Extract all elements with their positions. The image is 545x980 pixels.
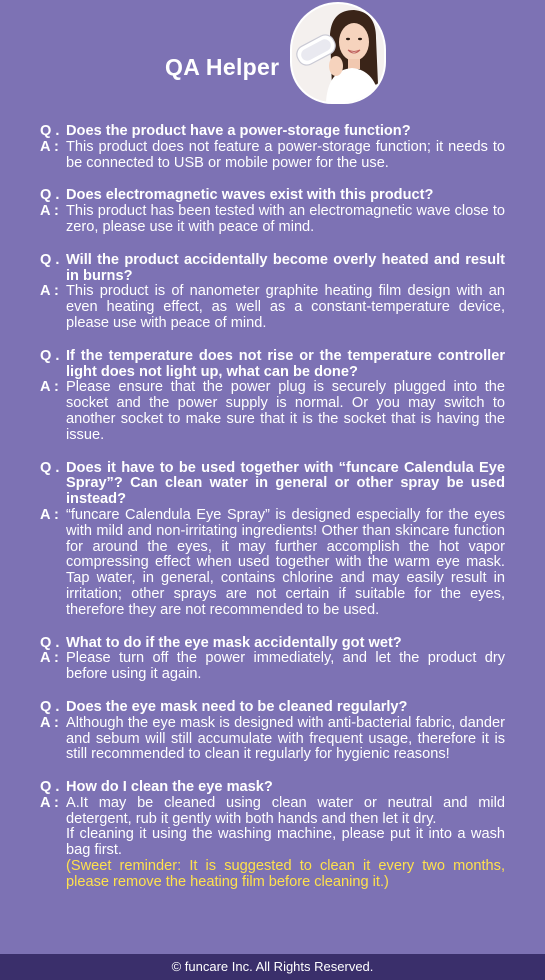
answer-line: Please turn off the power immediately, and let the product dry before using it again. <box>66 650 505 683</box>
answer-marker: A : <box>40 379 59 396</box>
answer-line: Although the eye mask is designed with anti-bacterial fabric, dander and sebum will still accumulate with frequent usage, therefore it is still recommended to clean it regularly for hygienic reasons! <box>66 714 505 763</box>
answer-text <box>66 284 505 331</box>
question-text: Will the product accidentally become overly heated and result in burns? <box>66 251 505 284</box>
answer-text <box>66 716 505 763</box>
answer-marker: A : <box>40 283 59 300</box>
question-text: If the temperature does not rise or the temperature controller light does not light up, what can be done? <box>66 347 505 380</box>
answer-line: This product does not feature a power-storage function; it needs to be connected to USB or mobile power for the use. <box>66 138 505 171</box>
qa-list <box>40 124 505 908</box>
qa-item <box>40 349 505 444</box>
answer-marker: A : <box>40 794 59 811</box>
qa-item <box>40 253 505 332</box>
question-text: What to do if the eye mask accidentally got wet? <box>66 634 402 651</box>
answer-marker: A : <box>40 714 59 731</box>
question-marker: Q . <box>40 634 60 651</box>
qa-item <box>40 124 505 171</box>
qa-item <box>40 188 505 235</box>
answer-text <box>66 508 505 619</box>
page-title: QA Helper <box>165 54 280 80</box>
qa-item <box>40 636 505 683</box>
woman-with-eye-mask-illustration <box>292 4 384 102</box>
question-marker: Q . <box>40 779 60 796</box>
header <box>0 0 545 110</box>
answer-line: If cleaning it using the washing machine, please put it into a wash bag first. <box>66 826 505 859</box>
question-text: Does it have to be used together with “funcare Calendula Eye Spray”? Can clean water in general or other spray be used instead? <box>66 459 505 508</box>
copyright-text: © funcare Inc. All Rights Reserved. <box>171 959 374 974</box>
footer <box>0 954 545 980</box>
question-marker: Q . <box>40 251 60 268</box>
avatar <box>292 4 384 102</box>
answer-text <box>66 380 505 443</box>
answer-text <box>66 651 505 683</box>
question-marker: Q . <box>40 187 60 204</box>
answer-marker: A : <box>40 138 59 155</box>
sweet-reminder: (Sweet reminder: It is suggested to clean it every two months, please remove the heating film before cleaning it.) <box>66 858 505 890</box>
question-text: How do I clean the eye mask? <box>66 779 273 796</box>
answer-line: “funcare Calendula Eye Spray” is designed especially for the eyes with mild and non-irritating ingredients! Other than skincare function for around the eyes, it may further accomplish the hot vapor compressing effect when used together with the warm eye mask. Tap water, in general, contains chlorine and may easily result in irritation; other sprays are not certain if suitable for the eyes, therefore they are not recommended to be used. <box>66 506 505 618</box>
answer-text <box>66 204 505 236</box>
answer-text <box>66 796 505 891</box>
question-text: Does the eye mask need to be cleaned regularly? <box>66 698 408 715</box>
answer-line: A.It may be cleaned using clean water or neutral and mild detergent, rub it gently with both hands and then let it dry. <box>66 794 505 827</box>
question-text: Does the product have a power-storage function? <box>66 123 411 139</box>
answer-marker: A : <box>40 650 59 667</box>
answer-marker: A : <box>40 506 59 523</box>
qa-item <box>40 700 505 763</box>
answer-line: This product has been tested with an electromagnetic wave close to zero, please use it with peace of mind. <box>66 203 505 235</box>
qa-item <box>40 461 505 619</box>
question-marker: Q . <box>40 123 60 139</box>
question-marker: Q . <box>40 459 60 476</box>
answer-line: Please ensure that the power plug is securely plugged into the socket and the power supply is normal. Or you may switch to another socket to make sure that it is the socket that is having the issue. <box>66 379 505 443</box>
answer-text <box>66 140 505 172</box>
question-text: Does electromagnetic waves exist with this product? <box>66 187 434 204</box>
answer-marker: A : <box>40 203 59 220</box>
qa-item <box>40 780 505 891</box>
question-marker: Q . <box>40 347 60 364</box>
question-marker: Q . <box>40 698 60 715</box>
answer-line: This product is of nanometer graphite heating film design with an even heating effect, as well as a constant-temperature device, please use with peace of mind. <box>66 283 505 331</box>
